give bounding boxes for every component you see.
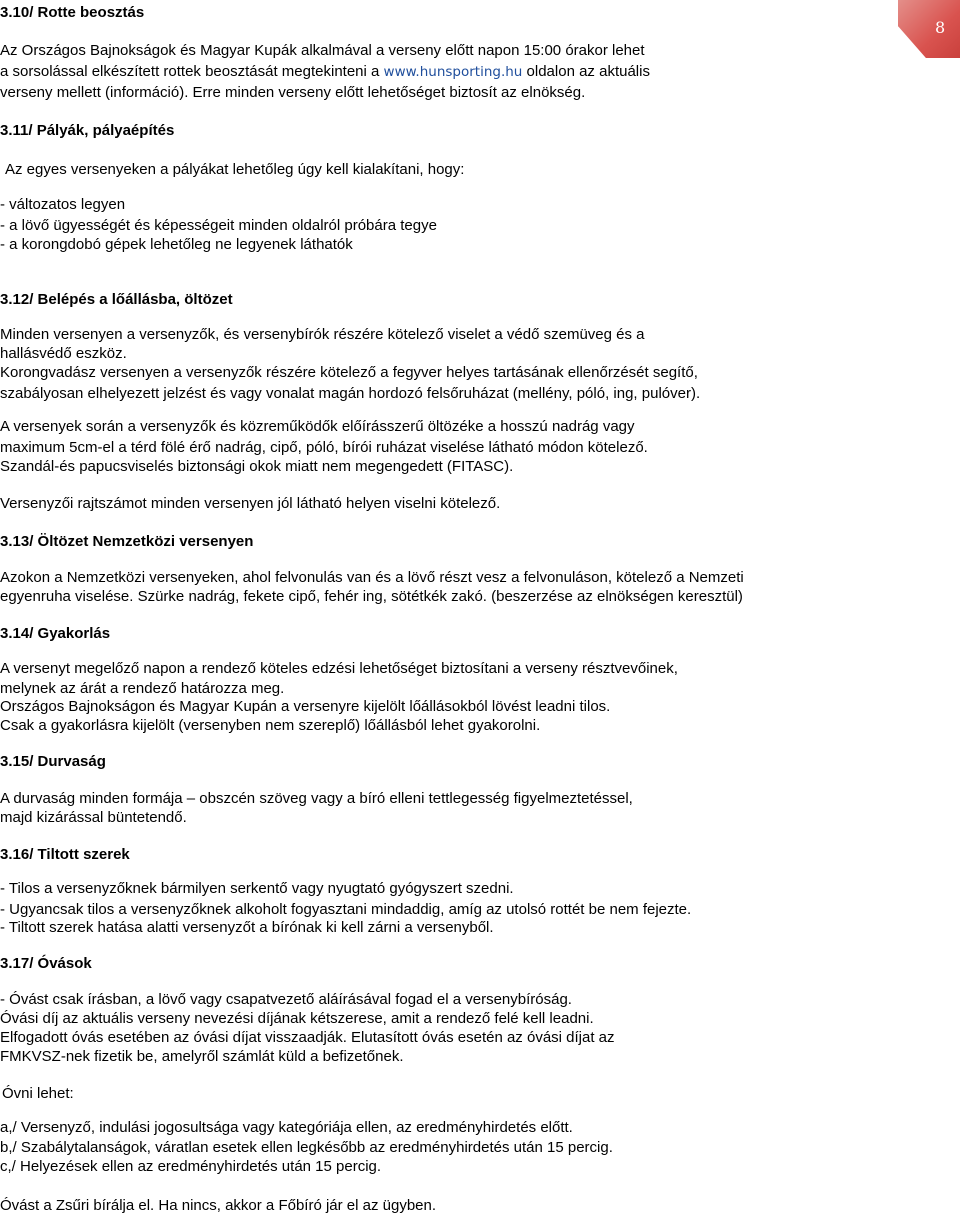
paragraph-line: verseny mellett (információ). Erre minden verseny előtt lehetőséget biztosít az elnökség. bbox=[0, 84, 586, 101]
paragraph-line: hallásvédő eszköz. bbox=[0, 345, 127, 362]
paragraph-line: - Óvást csak írásban, a lövő vagy csapatvezető aláírásával fogad el a versenybíróság. bbox=[0, 991, 572, 1008]
section-heading-3-16: 3.16/ Tiltott szerek bbox=[0, 846, 130, 863]
list-item: - Tiltott szerek hatása alatti versenyzőt a bírónak ki kell zárni a versenyből. bbox=[0, 919, 494, 936]
paragraph-line: A versenyt megelőző napon a rendező köteles edzési lehetőséget biztosítani a verseny résztvevőinek, bbox=[0, 660, 678, 677]
paragraph-line: Óvási díj az aktuális verseny nevezési díjának kétszerese, amit a rendező felé kell leadni. bbox=[0, 1010, 594, 1027]
ovni-lehet-label: Óvni lehet: bbox=[2, 1085, 74, 1102]
paragraph-line: Csak a gyakorlásra kijelölt (versenyben nem szereplő) lőállásból lehet gyakorolni. bbox=[0, 717, 541, 734]
section-heading-3-12: 3.12/ Belépés a lőállásba, öltözet bbox=[0, 291, 233, 308]
paragraph-line: Elfogadott óvás esetében az óvási díjat visszaadják. Elutasított óvás esetén az óvási díjat az bbox=[0, 1029, 615, 1046]
text-span: oldalon az aktuális bbox=[522, 63, 650, 80]
section-heading-3-17: 3.17/ Óvások bbox=[0, 955, 92, 972]
paragraph-line: egyenruha viselése. Szürke nadrág, fekete cipő, fehér ing, sötétkék zakó. (beszerzése az elnökségen keresztül) bbox=[0, 588, 743, 605]
paragraph-line: Korongvadász versenyen a versenyzők részére kötelező a fegyver helyes tartásának ellenőrzését segítő, bbox=[0, 364, 698, 381]
paragraph-line: Országos Bajnokságon és Magyar Kupán a versenyre kijelölt lőállásokból lövést leadni tilos. bbox=[0, 698, 611, 715]
list-item: - Tilos a versenyzőknek bármilyen serkentő vagy nyugtató gyógyszert szedni. bbox=[0, 880, 514, 897]
paragraph-line: maximum 5cm-el a térd fölé érő nadrág, cipő, póló, bírói ruházat viselése látható módon kötelező. bbox=[0, 439, 648, 456]
paragraph-line: szabályosan elhelyezett jelzést és vagy vonalat magán hordozó felsőruházat (mellény, póló, ing, pulóver). bbox=[0, 385, 701, 402]
list-item: c,/ Helyezések ellen az eredményhirdetés után 15 percig. bbox=[0, 1158, 382, 1175]
paragraph-line: Szandál-és papucsviselés biztonsági okok miatt nem megengedett (FITASC). bbox=[0, 458, 514, 475]
text-span: a sorsolással elkészített rottek beosztását megtekinteni a bbox=[0, 63, 384, 80]
paragraph-line: Azokon a Nemzetközi versenyeken, ahol felvonulás van és a lövő részt vesz a felvonuláson, kötelező a Nemzeti bbox=[0, 569, 744, 586]
paragraph-line: FMKVSZ-nek fizetik be, amelyről számlát küld a befizetőnek. bbox=[0, 1048, 404, 1065]
paragraph-line: Az egyes versenyeken a pályákat lehetőleg úgy kell kialakítani, hogy: bbox=[5, 161, 465, 178]
section-heading-3-15: 3.15/ Durvaság bbox=[0, 753, 106, 770]
paragraph-line: Versenyzői rajtszámot minden versenyen jól látható helyen viselni kötelező. bbox=[0, 495, 501, 512]
paragraph-line bbox=[0, 62, 650, 82]
page-corner-tab bbox=[898, 0, 960, 58]
section-heading-3-10: 3.10/ Rotte beosztás bbox=[0, 4, 145, 21]
list-item: - a lövő ügyességét és képességeit minden oldalról próbára tegye bbox=[0, 217, 437, 234]
list-item: - a korongdobó gépek lehetőleg ne legyenek láthatók bbox=[0, 236, 353, 253]
hunsporting-link[interactable]: www.hunsporting.hu bbox=[383, 64, 523, 80]
paragraph-line: Az Országos Bajnokságok és Magyar Kupák alkalmával a verseny előtt napon 15:00 órakor lehet bbox=[0, 42, 645, 59]
closing-line: Óvást a Zsűri bírálja el. Ha nincs, akkor a Főbíró jár el az ügyben. bbox=[0, 1197, 437, 1214]
paragraph-line: A durvaság minden formája – obszcén szöveg vagy a bíró elleni tettlegesség figyelmeztetéssel, bbox=[0, 790, 633, 807]
list-item: b,/ Szabálytalanságok, váratlan esetek ellen legkésőbb az eredményhirdetés után 15 percig. bbox=[0, 1139, 613, 1156]
paragraph-line: melynek az árát a rendező határozza meg. bbox=[0, 680, 285, 697]
paragraph-line: Minden versenyen a versenyzők, és versenybírók részére kötelező viselet a védő szemüveg és a bbox=[0, 326, 645, 343]
section-heading-3-14: 3.14/ Gyakorlás bbox=[0, 625, 111, 642]
paragraph-line: A versenyek során a versenyzők és közreműködők előírásszerű öltözéke a hosszú nadrág vagy bbox=[0, 418, 635, 435]
list-item: a,/ Versenyző, indulási jogosultsága vagy kategóriája ellen, az eredményhirdetés előtt. bbox=[0, 1119, 573, 1136]
page-number: 8 bbox=[935, 18, 946, 37]
list-item: - változatos legyen bbox=[0, 196, 126, 213]
section-heading-3-13: 3.13/ Öltözet Nemzetközi versenyen bbox=[0, 533, 254, 550]
list-item: - Ugyancsak tilos a versenyzőknek alkoholt fogyasztani mindaddig, amíg az utolsó rottét be nem fejezte. bbox=[0, 901, 692, 918]
paragraph-line: majd kizárással büntetendő. bbox=[0, 809, 187, 826]
section-heading-3-11: 3.11/ Pályák, pályaépítés bbox=[0, 122, 175, 139]
